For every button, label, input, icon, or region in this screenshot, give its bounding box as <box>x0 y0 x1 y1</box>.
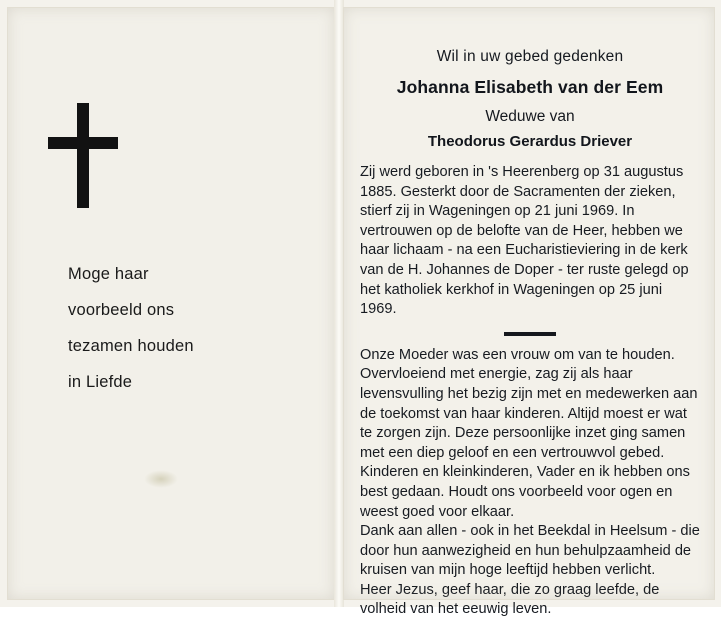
spouse-name: Theodorus Gerardus Driever <box>427 133 633 150</box>
verse-line-2: voorbeeld ons <box>68 301 175 319</box>
cross-vertical-bar <box>77 103 89 208</box>
memorial-verse <box>68 256 308 400</box>
deceased-name: Johanna Elisabeth van der Eem <box>396 77 664 97</box>
section-divider <box>504 332 556 336</box>
right-page <box>344 8 714 618</box>
tribute-paragraph-2: Kinderen en kleinkinderen, Vader en ik hebben ons best gedaan. Houdt ons voorbeeld voor ogen en weest goed voor elkaar. <box>360 464 690 520</box>
verse-line-3: tezamen houden <box>68 337 194 355</box>
latin-cross-icon <box>48 103 118 208</box>
tribute-paragraph-1: Onze Moeder was een vrouw om van te houden. Overvloeiend met energie, zag zij als haar levensvulling het bezig zijn met en medewerken aan de toekomst van haar kinderen. Altijd moest er wat te zorgen zijn. Deze persoonlijke inzet ging samen met een diep geloof en een vertrouwvol gebed. <box>360 346 698 461</box>
relation-label: Weduwe van <box>485 108 575 125</box>
tribute-paragraph-4: Heer Jezus, geef haar, die zo graag leefde, de volheid van het eeuwig leven. <box>360 581 660 618</box>
verse-line-4: in Liefde <box>68 373 133 391</box>
verse-line-1: Moge haar <box>68 265 149 283</box>
prayer-intro: Wil in uw gebed gedenken <box>436 48 624 65</box>
paper-stain <box>144 470 178 488</box>
cross-horizontal-bar <box>48 137 118 149</box>
biography-block <box>360 163 700 320</box>
biography-text: Zij werd geboren in 's Heerenberg op 31 augustus 1885. Gesterkt door de Sacramenten der zieken, stierf zij in Wageningen op 21 juni 1969. In vertrouwen op de belofte van de Heer, hebben we haar lichaam - na een Eucharistieviering in de kerk van de H. Johannes de Doper - ter ruste gelegd op het katholiek kerkhof in Wageningen op 25 juni 1969. <box>360 164 689 318</box>
tribute-block <box>360 346 700 620</box>
card-fold <box>334 0 344 607</box>
tribute-paragraph-3: Dank aan allen - ook in het Beekdal in Heelsum - die door hun aanwezigheid en hun behulpzaamheid de kruisen van mijn hoge leeftijd hebben verlicht. <box>360 523 700 579</box>
left-page <box>8 8 334 599</box>
